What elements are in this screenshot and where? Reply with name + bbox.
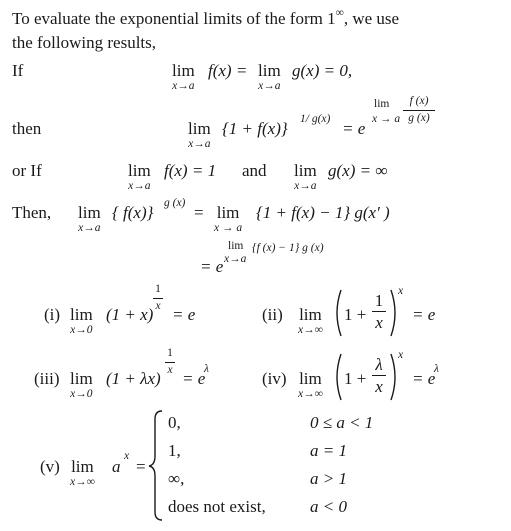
case-value: does not exist, (168, 497, 266, 516)
intro-line-1: To evaluate the exponential limits of the form 1∞, we use (12, 7, 400, 28)
result-i-label: (i) (44, 305, 61, 324)
limit-operator: lim x→a (128, 161, 151, 192)
then2-line2-equals-e: = e (200, 257, 224, 276)
result-iii-rhs-exp: λ (204, 363, 209, 375)
result-v-label: (v) (40, 457, 60, 476)
result-iii-rhs: = e (182, 369, 206, 388)
case-value: 0, (168, 413, 181, 432)
limit-operator: lim x→a (294, 161, 317, 192)
case-condition: a > 1 (310, 469, 347, 488)
left-paren (337, 354, 341, 400)
limit-operator: lim x→0 (70, 305, 93, 336)
limit-operator: lim x→∞ (70, 457, 95, 488)
result-iv-rhs: = e (412, 369, 436, 388)
or-if-label: or If (12, 161, 42, 180)
cond2-f: f(x) = 1 (164, 161, 217, 180)
case-value: ∞, (168, 469, 185, 488)
result-iii-body: (1 + λx) (106, 369, 161, 388)
right-paren (391, 290, 395, 336)
cond1-f: f(x) = (208, 61, 248, 80)
result-iv-fraction: λ x (372, 356, 386, 395)
case-condition: 0 ≤ a < 1 (310, 413, 374, 432)
left-paren (337, 290, 341, 336)
then2-line2-sub: x→a (224, 253, 247, 265)
limit-operator: lim x→a (258, 61, 281, 92)
result-iv-one-plus: 1 + (344, 369, 367, 388)
result-v-equals: = (136, 457, 146, 476)
result-ii-exp: x (398, 285, 404, 297)
then-equals-e: = e (342, 119, 366, 138)
limit-operator: lim x→∞ (298, 369, 323, 400)
then-exponent: 1/ g(x) (300, 113, 331, 125)
limit-operator: lim x→0 (70, 369, 93, 400)
case-condition: a < 0 (310, 497, 347, 516)
limit-operator: lim x→a (78, 203, 101, 234)
result-ii-label: (ii) (262, 305, 283, 324)
exp-fraction: f (x) g (x) (403, 96, 435, 124)
then2-line2-lim: lim (228, 240, 244, 252)
then2-lhs-exp: g (x) (164, 197, 186, 209)
limit-operator: lim x→a (188, 119, 211, 150)
result-ii-one-plus: 1 + (344, 305, 367, 324)
exp-limit: lim (374, 98, 390, 110)
result-iv-rhs-exp: λ (434, 363, 439, 375)
case-value: 1, (168, 441, 181, 460)
result-iii-label: (iii) (34, 369, 60, 388)
cond2-g: g(x) = ∞ (328, 161, 388, 180)
then2-lhs: { f(x)} (112, 203, 154, 222)
result-iv-label: (iv) (262, 369, 287, 388)
then-label: then (12, 119, 42, 138)
then-body: {1 + f(x)} (222, 119, 288, 138)
then2-rhs: {1 + f(x) − 1} g(x′ ) (256, 203, 390, 222)
result-ii-fraction: 1 x (372, 292, 386, 331)
result-ii-rhs: = e (412, 305, 436, 324)
if-label: If (12, 61, 24, 80)
right-paren (391, 354, 395, 400)
result-i-rhs: = e (172, 305, 196, 324)
result-iii-exp: 1 x (165, 348, 175, 376)
then2-line2-exp: {f (x) − 1} g (x) (252, 242, 324, 254)
limit-operator: lim x→∞ (298, 305, 323, 336)
limit-operator: lim x→a (172, 61, 195, 92)
then2-label: Then, (12, 203, 52, 222)
exp-limit-base: x → a (372, 113, 401, 125)
and-label: and (242, 161, 267, 180)
result-iv-exp: x (398, 349, 404, 361)
case-condition: a = 1 (310, 441, 347, 460)
left-brace (149, 411, 162, 520)
intro-line-2: the following results, (12, 33, 157, 52)
limit-operator: lim x → a (214, 203, 243, 234)
result-i-exp: 1 x (153, 284, 163, 312)
result-v-base: a (112, 457, 121, 476)
cond1-g: g(x) = 0, (292, 61, 353, 80)
result-v-exp: x (124, 450, 130, 462)
then2-equals: = (194, 203, 204, 222)
result-i-body: (1 + x) (106, 305, 154, 324)
